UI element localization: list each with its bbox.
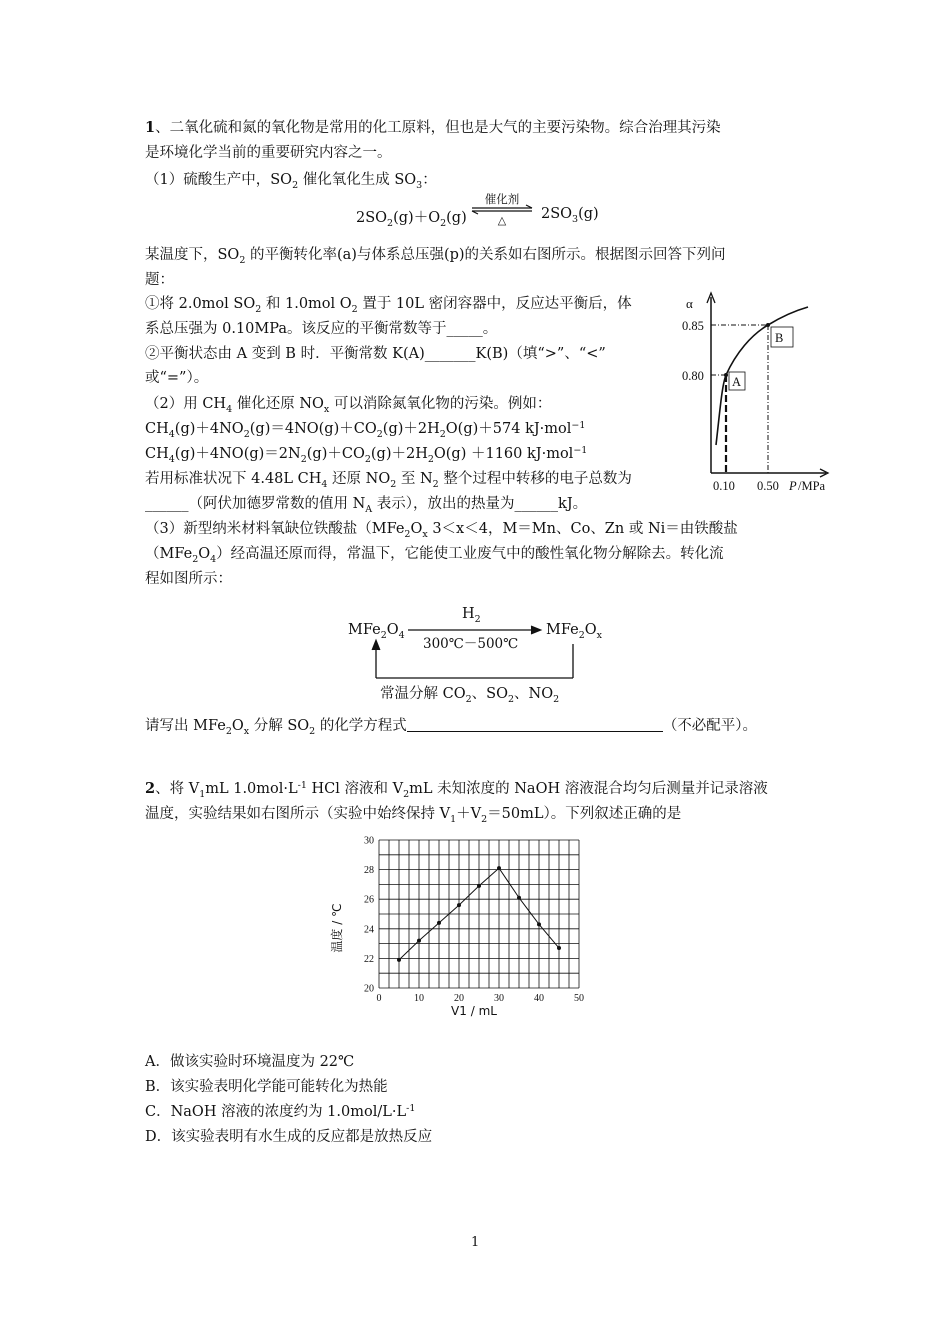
option-c[interactable]: C．NaOH 溶液的浓度约为 $1.0mol/L\cdot L^{-1}$ <box>145 1103 416 1120</box>
graph-tick-080: 0.80 <box>682 369 704 383</box>
option-a[interactable]: A．做该实验时环境温度为 22℃ <box>145 1054 355 1070</box>
point-a-marker <box>724 373 728 377</box>
x-tick-label: 10 <box>414 993 424 1004</box>
point-b-label: B <box>775 331 784 345</box>
data-point <box>417 939 421 943</box>
equation-so2-oxidation: $2SO_2(g)+O_2(g)$ <box>356 210 467 229</box>
y-tick-label: 26 <box>364 894 374 906</box>
svg-text:△: △ <box>497 215 507 226</box>
graph-x-label: P <box>789 479 797 493</box>
data-point <box>397 958 401 962</box>
data-point <box>537 922 541 926</box>
q1-sub1: ①将 2.0mol $SO_2$ 和 1.0mol $O_2$ 置于 10L 密闭容器中，反应达平衡后，体 <box>145 296 632 315</box>
q1-part3-cont2: 程如图所示： <box>145 571 232 587</box>
y-tick-label: 28 <box>364 865 374 877</box>
flow-reagent: $H_2$ <box>462 606 481 625</box>
chart-x-label: V1 / mL <box>451 1004 497 1018</box>
x-tick-label: 30 <box>494 993 504 1004</box>
equation-so3-product: $2SO_3(g)$ <box>541 206 599 225</box>
q1-part2-question: 若用标准状况下 4.48L $CH_4$ 还原 $NO_2$ 至 $N_2$ 整个过程中转移的电子总数为 <box>145 471 632 490</box>
equation-ch4-no: $CH_4(g)+4NO(g)=2N_2(g)+CO_2(g)+2H_2O(g) +1160$ kJ·mol$^{-1}$ <box>145 445 588 465</box>
flow-right-compound: $MFe_2O_x$ <box>546 622 602 641</box>
graph-y-label: α <box>686 296 693 311</box>
answer-blank[interactable] <box>407 717 663 732</box>
page-number: 1 <box>471 1235 480 1250</box>
data-point <box>557 946 561 950</box>
q1-intro-line1: 1、二氧化硫和氮的氧化物是常用的化工原料，但也是大气的主要污染物。综合治理其污染 <box>145 119 721 136</box>
x-tick-label: 50 <box>574 993 584 1004</box>
q1-sub2-cont: 或“=”）。 <box>145 370 209 386</box>
option-d[interactable]: D．该实验表明有水生成的反应都是放热反应 <box>145 1129 433 1145</box>
q1-part1: （1）硫酸生产中，$SO_2$ 催化氧化生成 $SO_3$： <box>145 172 437 191</box>
q1-part3-cont: $(MFe_2O_4)$经高温还原而得，常温下，它能使工业废气中的酸性氧化物分解除去。转化流 <box>145 546 724 565</box>
graph-x-unit: /MPa <box>798 479 826 493</box>
q2-line2: 温度，实验结果如右图所示（实验中始终保持 $V_1+V_2=50mL$）。下列叙述正确的是 <box>145 806 682 825</box>
svg-text:催化剂: 催化剂 <box>484 192 520 206</box>
q1-graph-intro-cont: 题： <box>145 272 174 288</box>
q1-part2-question-cont: ______（阿伏加德罗常数的值用 $N_A$ 表示），放出的热量为______kJ。 <box>145 496 588 515</box>
x-tick-label: 40 <box>534 993 544 1004</box>
q1-sub1-cont: 系总压强为 0.10MPa。该反应的平衡常数等于_____。 <box>145 321 498 337</box>
point-a-label: A <box>732 375 742 389</box>
option-b[interactable]: B．该实验表明化学能可能转化为热能 <box>145 1079 388 1095</box>
chart-grid <box>379 840 579 988</box>
y-tick-label: 30 <box>364 835 374 847</box>
equilibrium-arrow <box>466 192 538 226</box>
data-point <box>457 903 461 907</box>
y-tick-label: 24 <box>364 924 374 936</box>
conversion-pressure-graph <box>676 285 836 500</box>
graph-tick-050: 0.50 <box>757 479 779 493</box>
x-tick-label: 0 <box>376 993 382 1004</box>
y-tick-label: 22 <box>364 953 374 965</box>
data-point <box>517 896 521 900</box>
q1-sub2: ②平衡状态由 A 变到 B 时．平衡常数 K(A)_______K(B)（填“>”、“<” <box>145 346 606 362</box>
data-point <box>477 884 481 888</box>
q1-graph-intro: 某温度下，$SO_2$ 的平衡转化率(a)与体系总压强(p)的关系如右图所示。根据图示回答下列问 <box>145 247 726 266</box>
flow-arrows <box>366 620 606 682</box>
flow-left-compound: $MFe_2O_4$ <box>348 622 405 641</box>
graph-tick-085: 0.85 <box>682 319 704 333</box>
q1-part2: （2）用 $CH_4$ 催化还原 $NO_x$ 可以消除氮氧化物的污染。例如： <box>145 396 552 415</box>
flow-condition: 300℃－500℃ <box>423 636 519 652</box>
chart-y-label: 温度 / ℃ <box>330 903 344 953</box>
q1-part3: （3）新型纳米材料氧缺位铁酸盐（$MFe_2O_x$ 3＜x＜4，M＝Mn、Co、Zn 或 Ni＝由铁酸盐 <box>145 521 738 540</box>
q2-line1: 2、将 $V_1mL$ $1.0mol\cdot L^{-1}$ HCl 溶液和 $V_2mL$ 未知浓度的 NaOH 溶液混合均匀后测量并记录溶液 <box>145 780 768 800</box>
graph-tick-010: 0.10 <box>713 479 735 493</box>
data-point <box>497 866 501 870</box>
point-b-marker <box>766 323 770 327</box>
q1-final-question: 请写出 $MFe_2O_x$ 分解 $SO_2$ 的化学方程式 （不必配平）。 <box>145 718 758 737</box>
flow-bottom-label: 常温分解 $CO_2$、$SO_2$、$NO_2$ <box>380 686 560 705</box>
q1-intro-line2: 是环境化学当前的重要研究内容之一。 <box>145 145 392 161</box>
x-tick-label: 20 <box>454 993 464 1004</box>
equation-ch4-no2: $CH_4(g)+4NO_2(g)=4NO(g)+CO_2(g)+2H_2O(g)+574$ kJ·mol$^{-1}$ <box>145 420 586 440</box>
data-point <box>437 921 441 925</box>
temperature-chart <box>326 830 594 1026</box>
y-tick-label: 20 <box>364 983 374 995</box>
